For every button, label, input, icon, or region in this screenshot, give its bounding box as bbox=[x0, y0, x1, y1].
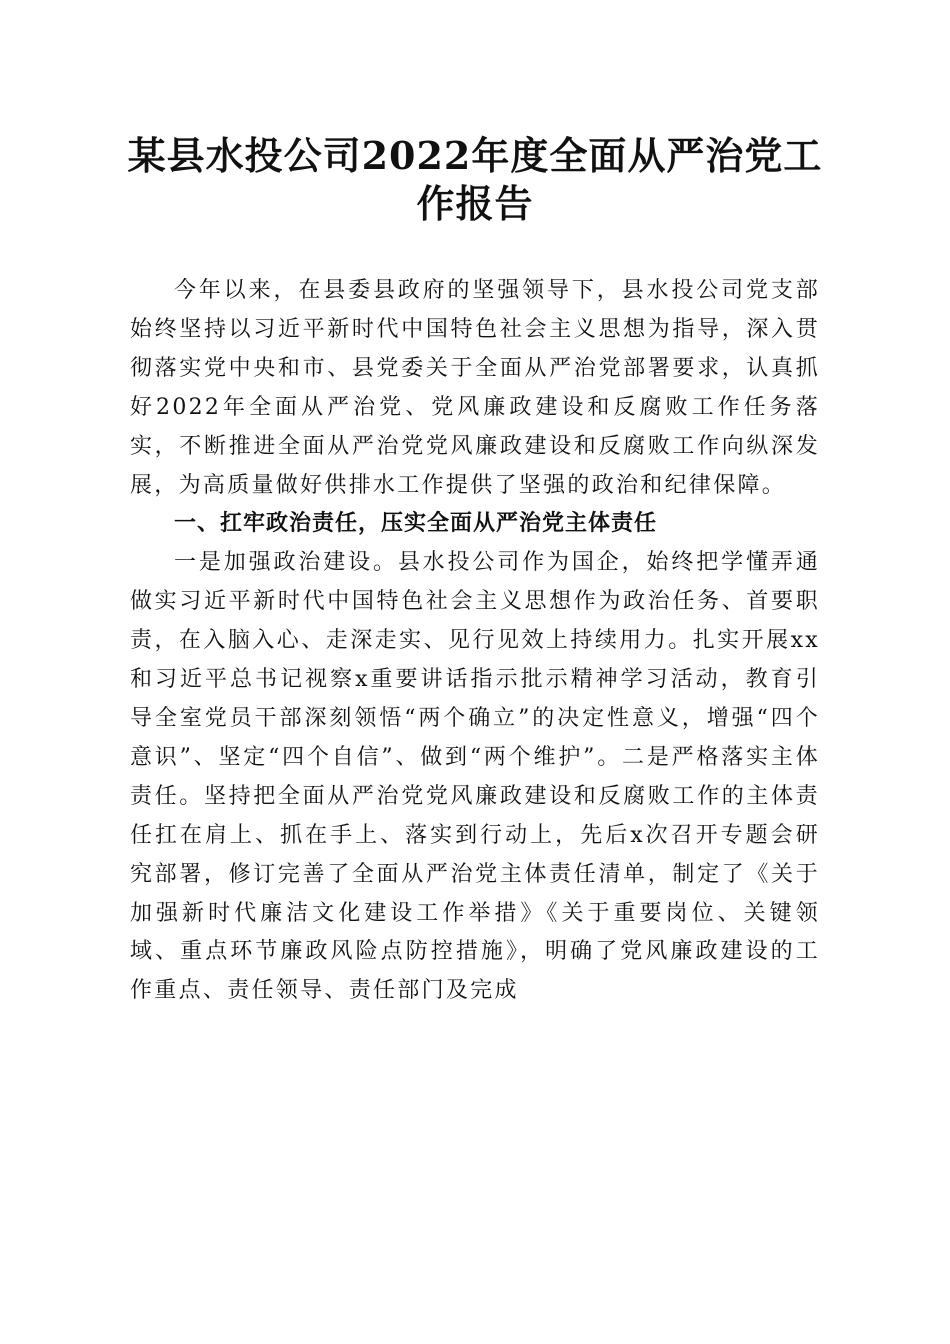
section-paragraph bbox=[130, 544, 820, 1011]
document-title: 某县水投公司2022年度全面从严治党工作报告 bbox=[127, 133, 823, 226]
item1-lead: 一是加强政治建设。 bbox=[174, 550, 398, 576]
item2-text: 坚持把全面从严治党党风廉政建设和反腐败工作的主体责任扛在肩上、抓在手上、落实到行动上，先后x次召开专题会研究部署，修订完善了全面从严治党主体责任清单，制定了《关于加强新时代廉洁文化建设工作举措》《关于重要岗位、关键领域、重点环节廉政风险点防控措施》，明确了党风廉政建设的工作重点、责任领导、责任部门及完成 bbox=[130, 783, 820, 1004]
item1-text: 县水投公司作为国企，始终把学懂弄通做实习近平新时代中国特色社会主义思想作为政治任务、首要职责，在入脑入心、走深走实、见行见效上持续用力。扎实开展xx和习近平总书记视察x重要讲话指示批示精神学习活动，教育引导全室党员干部深刻领悟“两个确立”的决定性意义，增强“四个意识”、坚定“四个自信”、做到“两个维护”。 bbox=[130, 550, 820, 770]
section-heading: 一、扛牢政治责任，压实全面从严治党主体责任 bbox=[174, 511, 658, 537]
item2-lead: 二是严格落实主体责任。 bbox=[130, 744, 820, 809]
document-body bbox=[130, 272, 820, 1011]
intro-paragraph: 今年以来，在县委县政府的坚强领导下，县水投公司党支部始终坚持以习近平新时代中国特色社会主义思想为指导，深入贯彻落实党中央和市、县党委关于全面从严治党部署要求，认真抓好2022年全面从严治党、党风廉政建设和反腐败工作任务落实，不断推进全面从严治党党风廉政建设和反腐败工作向纵深发展，为高质量做好供排水工作提供了坚强的政治和纪律保障。 bbox=[130, 278, 820, 498]
